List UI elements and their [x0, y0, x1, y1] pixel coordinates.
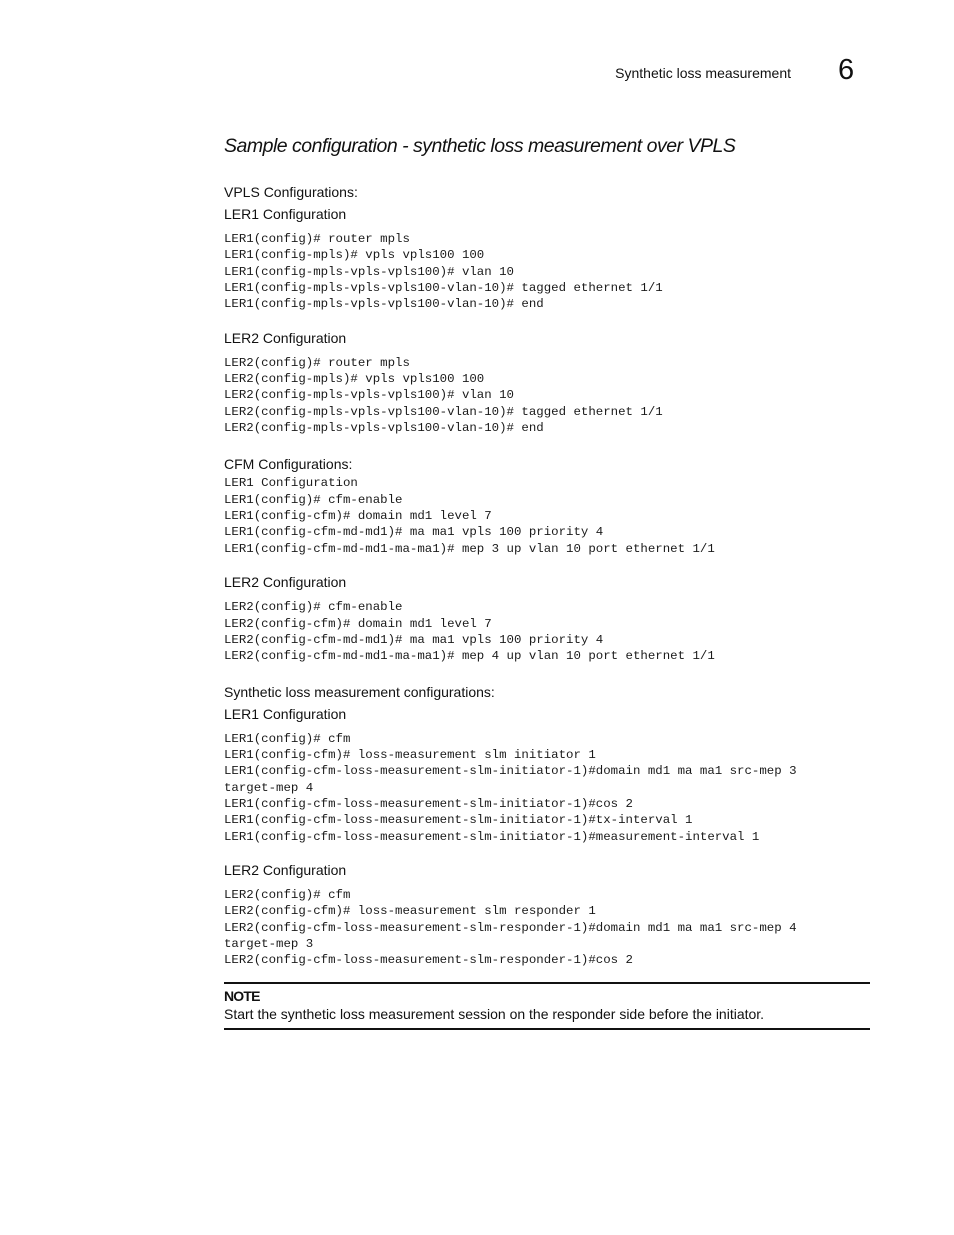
slm-ler1-label: LER1 Configuration [224, 705, 347, 722]
slm-heading: Synthetic loss measurement configurations: [224, 683, 495, 700]
page-content [224, 133, 870, 1030]
cfm-heading: CFM Configurations: [224, 456, 353, 473]
cfm-ler1-code: LER1 Configuration LER1(config)# cfm-enable LER1(config-cfm)# domain md1 level 7 LER1(config-cfm-md-md1)# ma ma1 vpls 100 priority 4 LER1(config-cfm-md-md1-ma-ma1)# mep 3 up vlan 10 port ethernet 1/1 [224, 476, 715, 556]
note-text: Start the synthetic loss measurement session on the responder side before the initiator. [224, 1005, 765, 1022]
chapter-number: 6 [838, 54, 855, 86]
vpls-ler2-code: LER2(config)# router mpls LER2(config-mpls)# vpls vpls100 100 LER2(config-mpls-vpls-vpls100)# vlan 10 LER2(config-mpls-vpls-vpls100-vlan-10)# tagged ethernet 1/1 LER2(config-mpls-vpls-vpls100-vlan-10)# end [224, 355, 663, 436]
note-label: NOTE [224, 987, 260, 1004]
vpls-ler1-code: LER1(config)# router mpls LER1(config-mpls)# vpls vpls100 100 LER1(config-mpls-vpls-vpls100)# vlan 10 LER1(config-mpls-vpls-vpls100-vlan-10)# tagged ethernet 1/1 LER1(config-mpls-vpls-vpls100-vlan-10)# end [224, 232, 663, 312]
vpls-ler2-label: LER2 Configuration [224, 329, 347, 346]
slm-ler2-label: LER2 Configuration [224, 861, 347, 878]
cfm-ler2-label: LER2 Configuration [224, 574, 347, 591]
slm-ler2-code: LER2(config)# cfm LER2(config-cfm)# loss-measurement slm responder 1 LER2(config-cfm-loss-measurement-slm-responder-1)#domain md1 ma ma1 src-mep 4 target-mep 3 LER2(config-cfm-loss-measurement-slm-responder-1)#cos 2 [224, 887, 797, 968]
slm-ler1-code: LER1(config)# cfm LER1(config-cfm)# loss-measurement slm initiator 1 LER1(config-cfm-loss-measurement-slm-initiator-1)#domain md1 ma ma1 src-mep 3 target-mep 4 LER1(config-cfm-loss-measurement-slm-initiator-1)#cos 2 LER1(config-cfm-loss-measurement-slm-initiator-1)#tx-interval 1 LER1(config-cfm-loss-measurement-slm-initiator-1)#measurement-interval 1 [224, 731, 797, 844]
vpls-heading: VPLS Configurations: [224, 184, 358, 200]
vpls-ler1-label: LER1 Configuration [224, 206, 347, 222]
section-title: Sample configuration - synthetic loss measurement over VPLS [224, 135, 736, 157]
cfm-ler2-code: LER2(config)# cfm-enable LER2(config-cfm)# domain md1 level 7 LER2(config-cfm-md-md1)# ma ma1 vpls 100 priority 4 LER2(config-cfm-md-md1-ma-ma1)# mep 4 up vlan 10 port ethernet 1/1 [224, 600, 715, 664]
note-box [224, 982, 870, 1030]
running-header-title: Synthetic loss measurement [615, 65, 791, 81]
